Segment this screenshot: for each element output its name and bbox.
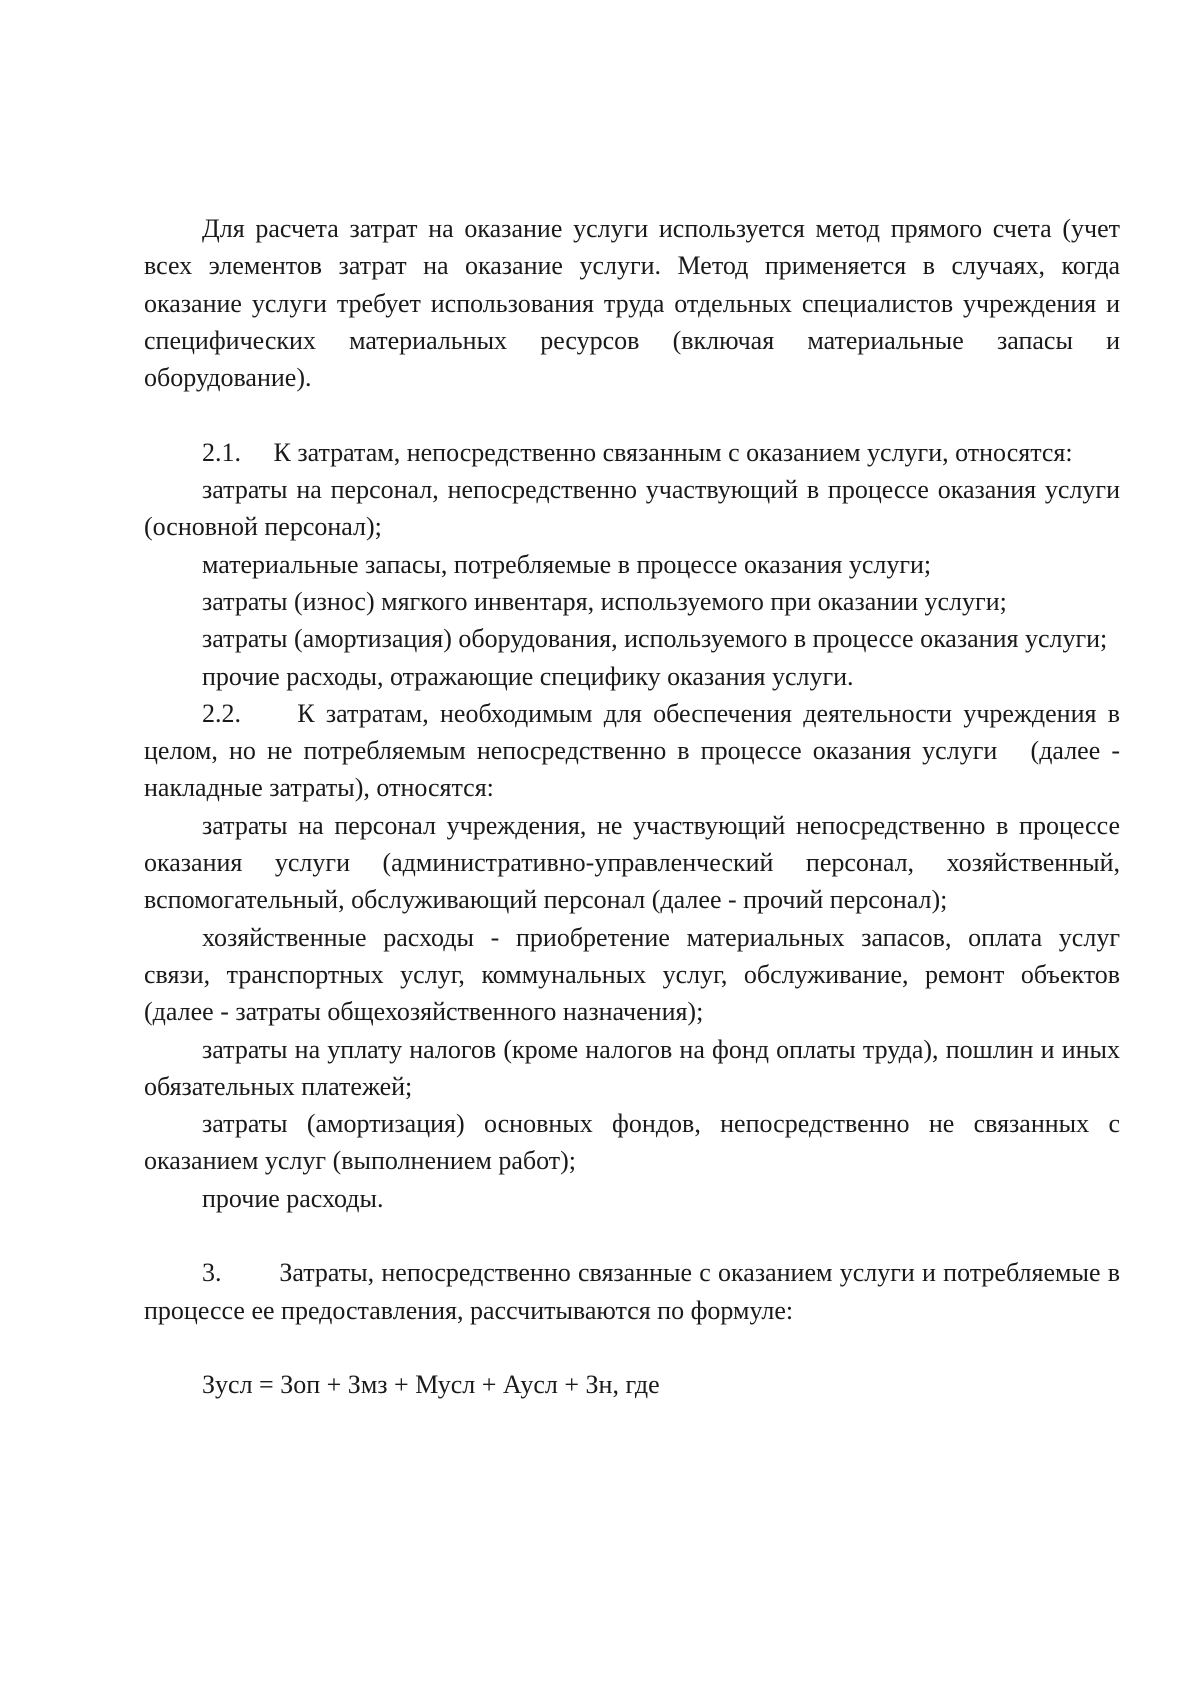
list-item-household-expenses: хозяйственные расходы - приобретение материальных запасов, оплата услуг связи, транспортных услуг, коммунальных услуг, обслуживание, ремонт объектов (далее - затраты общехозяйственного назначения); (144, 922, 1120, 1027)
paragraph-section-2-1: 2.1. К затратам, непосредственно связанным с оказанием услуги, относятся: (202, 437, 1073, 467)
document-body (144, 210, 1120, 1404)
list-item-fixed-assets-depreciation: затраты (амортизация) основных фондов, непосредственно не связанных с оказанием услуг (выполнением работ); (144, 1109, 1120, 1176)
list-item-equipment-depreciation: затраты (амортизация) оборудования, используемого в процессе оказания услуги; (202, 624, 1108, 654)
formula-service-cost: Зусл = Зоп + Змз + Мусл + Аусл + Зн, где (202, 1370, 660, 1400)
list-item-material-supplies: материальные запасы, потребляемые в процессе оказания услуги; (202, 549, 932, 579)
paragraph-section-2-2: 2.2. К затратам, необходимым для обеспечения деятельности учреждения в целом, но не потребляемым непосредственно в процессе оказания услуги (далее - накладные затраты), относятся: (144, 698, 1120, 803)
list-item-soft-inventory-wear: затраты (износ) мягкого инвентаря, используемого при оказании услуги; (202, 586, 1007, 616)
list-item-other-specific-costs: прочие расходы, отражающие специфику оказания услуги. (202, 661, 854, 691)
paragraph-section-3: 3. Затраты, непосредственно связанные с оказанием услуги и потребляемые в процессе ее предоставления, рассчитываются по формуле: (144, 1258, 1120, 1325)
list-item-taxes-and-duties: затраты на уплату налогов (кроме налогов на фонд оплаты труда), пошлин и иных обязательных платежей; (144, 1034, 1120, 1101)
list-item-other-expenses: прочие расходы. (202, 1183, 384, 1213)
list-item-core-staff-costs: затраты на персонал, непосредственно участвующий в процессе оказания услуги (основной персонал); (144, 475, 1120, 542)
list-item-other-staff-costs: затраты на персонал учреждения, не участвующий непосредственно в процессе оказания услуги (административно-управленческий персонал, хозяйственный, вспомогательный, обслуживающий персонал (далее - прочий персонал); (144, 810, 1120, 915)
paragraph-method-intro: Для расчета затрат на оказание услуги используется метод прямого счета (учет всех элементов затрат на оказание услуги. Метод применяется в случаях, когда оказание услуги требует использования труда отдельных специалистов учреждения и специфических материальных ресурсов (включая материальные запасы и оборудование). (144, 214, 1120, 393)
